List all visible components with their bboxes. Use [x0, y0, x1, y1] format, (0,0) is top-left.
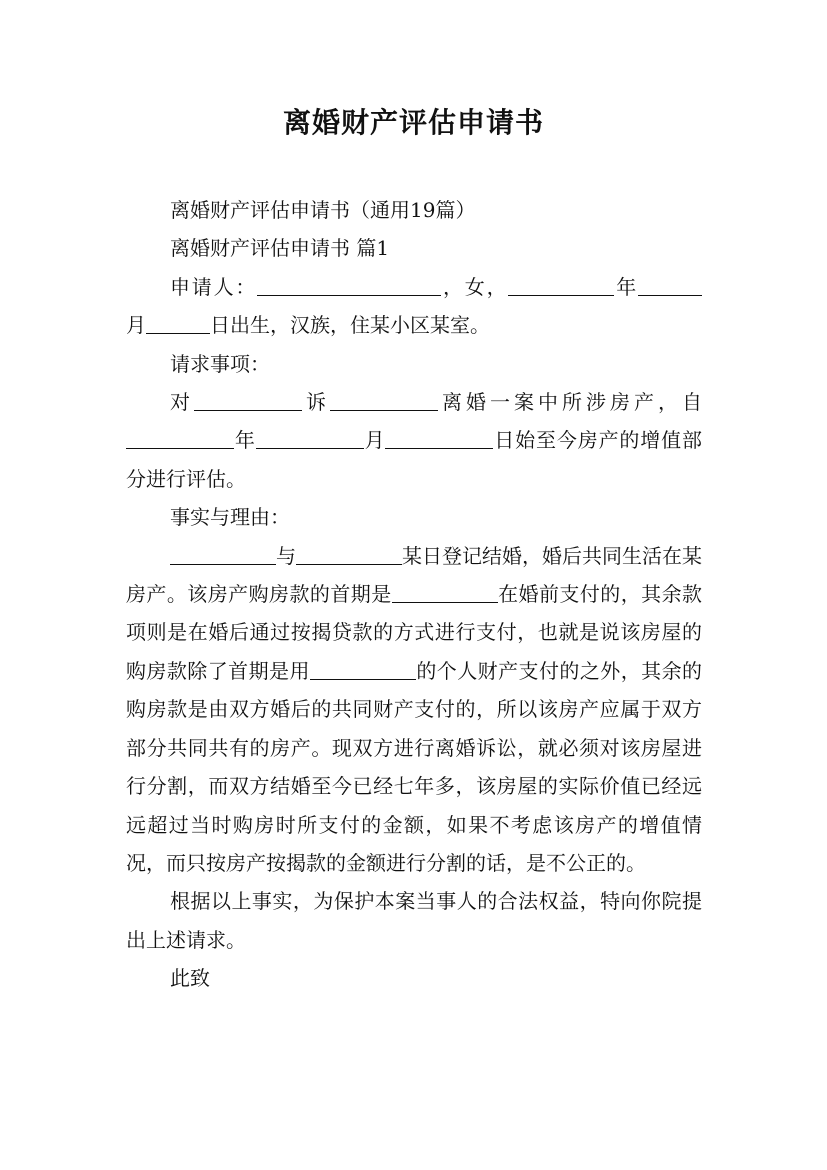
blank-from-month [256, 426, 364, 449]
blank-plaintiff [194, 388, 302, 411]
document-body [126, 191, 702, 998]
applicant-text-month: 月 [126, 313, 146, 338]
blank-party-b [296, 542, 402, 565]
blank-from-year [126, 426, 234, 449]
blank-applicant-name [257, 273, 441, 296]
claims-text-6: 日始至今房产的增值部分进行评估。 [126, 428, 703, 491]
facts-text-1: 与 [276, 543, 296, 568]
facts-heading: 事实与理由： [170, 505, 290, 530]
document-title: 离婚财产评估申请书 [282, 106, 544, 139]
blank-birth-day [146, 311, 210, 334]
claims-heading: 请求事项： [170, 351, 270, 376]
facts-text-4: 的个人财产支付的之外，其余的购房款是由双方婚后的共同财产支付的，所以该房产应属于双方部分共同共有的房产。现双方进行离婚诉讼，就必须对该房屋进行分割，而双方结婚至今已经七年多，该房屋的实际价值已经远远超过当时购房时所支付的金额，如果不考虑该房产的增值情况，而只按房产按揭款的金额进行分割的话，是不公正的。 [126, 658, 703, 875]
blank-birth-year [508, 273, 614, 296]
blank-payer [310, 657, 416, 680]
blank-from-day [385, 426, 493, 449]
claims-text-5: 月 [363, 428, 386, 453]
facts-text-2: 某日登记结婚，婚后共同生活在某房产。该房产购房款的首期是 [126, 543, 702, 607]
facts-text-3: 在婚前支付的，其余款项则是在婚后通过按揭贷款的方式进行支付，也就是说该房屋的购房款除了首期是用 [126, 582, 703, 683]
claims-paragraph [126, 383, 702, 498]
applicant-paragraph [126, 268, 702, 345]
applicant-text-gender: ，女， [441, 274, 509, 299]
claims-text-3: 离婚一案中所涉房产，自 [438, 390, 702, 415]
subtitle: 离婚财产评估申请书（通用19篇） [170, 198, 476, 222]
claims-text-4: 年 [234, 428, 256, 453]
facts-paragraph [126, 537, 702, 883]
blank-down-payment [392, 580, 498, 603]
applicant-text-rest: 日出生，汉族，住某小区某室。 [210, 313, 490, 338]
blank-birth-month [638, 273, 702, 296]
conclusion-paragraph: 根据以上事实，为保护本案当事人的合法权益，特向你院提出上述请求。 [126, 889, 702, 952]
applicant-text-year: 年 [614, 274, 639, 299]
closing-salutation: 此致 [170, 966, 210, 991]
blank-party-a [170, 542, 276, 565]
claims-text-2: 诉 [302, 390, 330, 415]
blank-defendant [330, 388, 438, 411]
section-heading: 离婚财产评估申请书 篇1 [170, 236, 390, 261]
applicant-label: 申请人： [170, 274, 258, 299]
claims-text-1: 对 [170, 390, 194, 415]
